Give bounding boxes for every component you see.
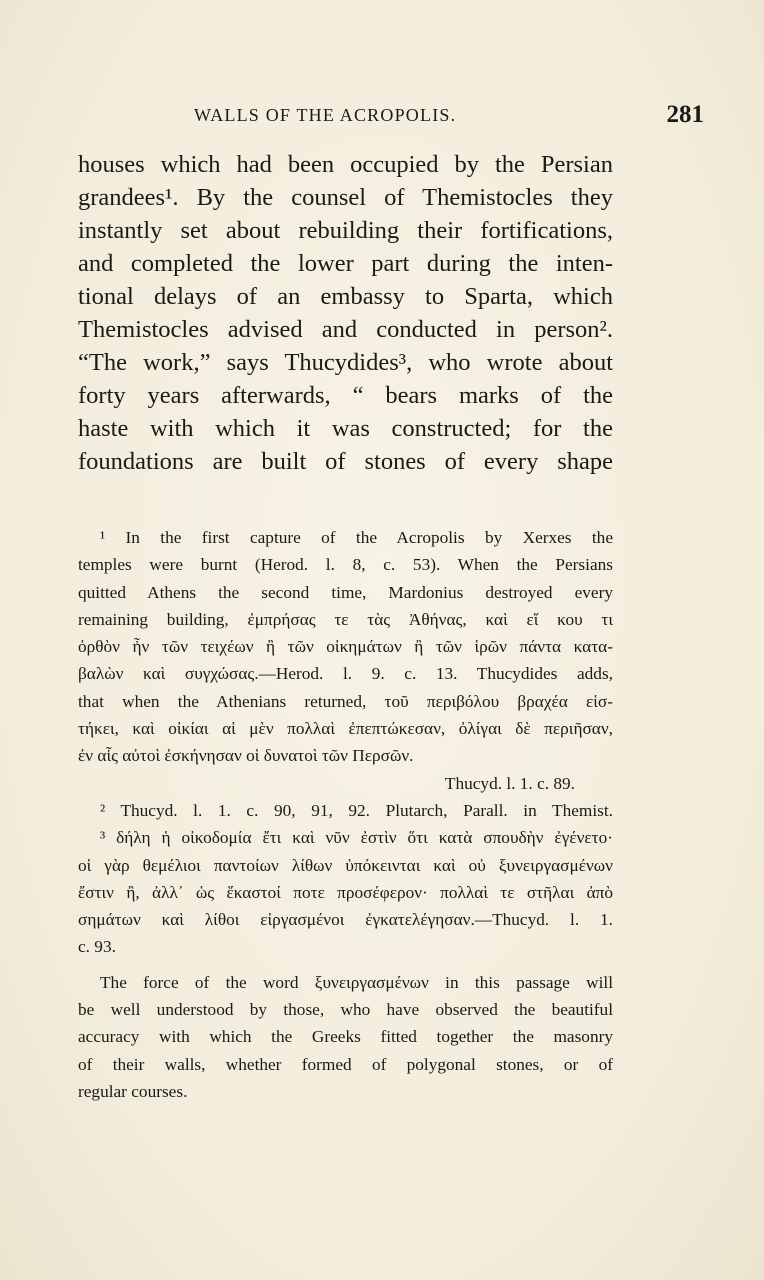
footnote-line: ἐν αἷς αὐτοὶ ἐσκήνησαν οἱ δυνατοὶ τῶν Περσῶν. — [78, 746, 414, 766]
footnote-line: regular courses. — [78, 1081, 188, 1101]
footnote-line: ¹ In the first capture of the Acropolis by Xerxes the — [100, 528, 613, 547]
footnote-line: ὀρθὸν ἦν τῶν τειχέων ἢ τῶν οἰκημάτων ἢ τῶν ἱρῶν πάντα κατα- — [78, 637, 613, 657]
body-line: instantly set about rebuilding their fortifications, — [78, 217, 613, 244]
footnote-line: σημάτων καὶ λίθοι εἰργασμένοι ἐγκατελέγησαν.—Thucyd. l. 1. — [78, 910, 613, 930]
page-number: 281 — [666, 101, 704, 128]
footnotes — [78, 524, 613, 1105]
footnote-line: of their walls, whether formed of polygonal stones, or of — [78, 1054, 613, 1074]
footnote-line: temples were burnt (Herod. l. 8, c. 53). When the Persians — [78, 555, 613, 575]
footnote-line: accuracy with which the Greeks fitted together the masonry — [78, 1027, 613, 1047]
body-text — [78, 148, 613, 478]
running-head: WALLS OF THE ACROPOLIS. — [194, 105, 457, 125]
footnote-line: that when the Athenians returned, τοῦ περιβόλου βραχέα εἱσ- — [78, 691, 613, 711]
footnote-line: The force of the word ξυνειργασμένων in this passage will — [100, 972, 613, 992]
footnote-line: ² Thucyd. l. 1. c. 90, 91, 92. Plutarch, Parall. in Themist. — [100, 800, 613, 820]
body-line: tional delays of an embassy to Sparta, which — [78, 283, 613, 310]
body-line: grandees¹. By the counsel of Themistocles they — [78, 184, 613, 211]
footnote-line: ³ δήλη ἡ οἰκοδομία ἔτι καὶ νῦν ἐστὶν ὅτι κατὰ σπουδὴν ἐγένετο· — [100, 828, 613, 848]
footnote-1 — [78, 524, 613, 797]
footnote-line: remaining building, ἐμπρήσας τε τὰς Ἀθήνας, καὶ εἴ κου τι — [78, 609, 613, 629]
footnote-line: τήκει, καὶ οἰκίαι αἱ μὲν πολλαὶ ἐπεπτώκεσαν, ὀλίγαι δὲ περιῆσαν, — [78, 719, 613, 739]
footnote-line: be well understood by those, who have observed the beautiful — [78, 1000, 613, 1020]
footnote-line: ἔστιν ἢ, ἀλλ᾽ ὡς ἕκαστοί ποτε προσέφερον· πολλαὶ τε στῆλαι ἀπὸ — [78, 882, 613, 902]
footnote-line: οἱ γὰρ θεμέλιοι παντοίων λίθων ὑπόκεινται καὶ οὐ ξυνειργασμένων — [78, 855, 613, 875]
body-line: foundations are built of stones of every shape — [78, 448, 613, 475]
footnote-3 — [78, 824, 613, 1105]
body-line: Themistocles advised and conducted in person². — [78, 316, 613, 343]
body-line: forty years afterwards, “ bears marks of the — [78, 382, 613, 409]
page-header — [78, 101, 706, 131]
body-line: haste with which it was constructed; for the — [78, 415, 613, 442]
footnote-citation: Thucyd. l. 1. c. 89. — [444, 773, 575, 793]
body-line: “The work,” says Thucydides³, who wrote about — [78, 349, 613, 376]
body-line: and completed the lower part during the inten- — [78, 250, 613, 277]
body-line: houses which had been occupied by the Persian — [78, 151, 613, 178]
footnote-line: quitted Athens the second time, Mardonius destroyed every — [78, 582, 613, 602]
footnote-line: c. 93. — [78, 937, 116, 957]
footnote-2 — [78, 797, 613, 824]
footnote-line: βαλὼν καὶ συγχώσας.—Herod. l. 9. c. 13. Thucydides adds, — [78, 664, 613, 684]
